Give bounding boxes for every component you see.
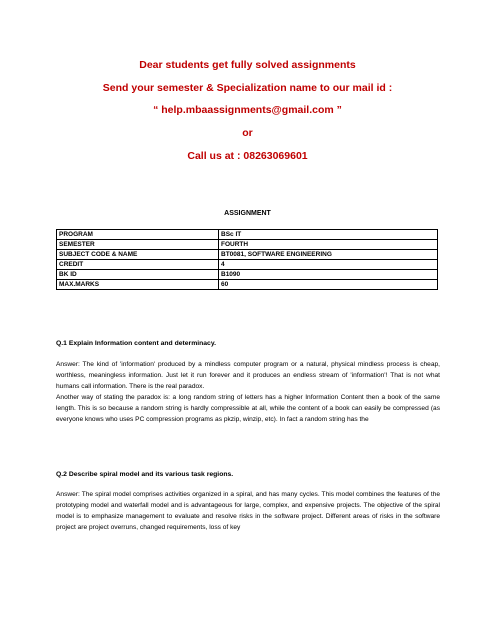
question-2: Q.2 Describe spiral model and its various task regions.: [56, 471, 234, 478]
table-value: FOURTH: [219, 240, 438, 250]
answer-1: [56, 359, 440, 425]
table-key: SEMESTER: [57, 240, 219, 250]
table-key: SUBJECT CODE & NAME: [57, 250, 219, 260]
table-row: [57, 250, 438, 260]
promo-or: or: [242, 127, 253, 139]
answer-1-paragraph-2: Another way of stating the paradox is: a long random string of letters has a higher Information Content then a book of the same length. This is so because a random string is hardly compressible at all, while the content of a book can easily be compressed (as everyone knows who uses PC compression programs as pkzip, winzip, etc). In fact a random string has the: [56, 394, 440, 423]
table-value: 4: [219, 260, 438, 270]
answer-1-paragraph-1: Answer: The kind of 'information' produced by a mindless computer program or a natural, physical mindless process is cheap, worthless, meaningless information. Just let it run forever and it produces an endless stream of 'information'! That is not what humans call information. There is the real paradox.: [56, 361, 440, 390]
promo-phone: Call us at : 08263069601: [187, 150, 308, 162]
promo-line-2: Send your semester & Specialization name to our mail id :: [102, 82, 393, 94]
table-row: [57, 240, 438, 250]
table-row: [57, 270, 438, 280]
table-key: MAX.MARKS: [57, 280, 219, 290]
answer-2-paragraph-1: Answer: The spiral model comprises activities organized in a spiral, and has many cycles. This model combines the features of the prototyping model and waterfall model and is advantageous for large, complex, and expensive projects. The objective of the spiral model is to emphasize management to evaluate and resolve risks in the software project. Different areas of risks in the software project are project overruns, changed requirements, loss of key: [56, 491, 440, 531]
promo-line-1: Dear students get fully solved assignments: [139, 59, 356, 71]
assignment-info-table: [56, 229, 438, 290]
table-row: [57, 230, 438, 240]
promo-email: “ help.mbaassignments@gmail.com ”: [153, 104, 342, 116]
table-value: BSc IT: [219, 230, 438, 240]
question-1: Q.1 Explain Information content and determinacy.: [56, 340, 217, 347]
table-key: PROGRAM: [57, 230, 219, 240]
table-value: 60: [219, 280, 438, 290]
table-key: BK ID: [57, 270, 219, 280]
answer-2: [56, 489, 440, 533]
table-value: BT0081, SOFTWARE ENGINEERING: [219, 250, 438, 260]
table-row: [57, 260, 438, 270]
assignment-title: ASSIGNMENT: [224, 210, 271, 217]
table-value: B1090: [219, 270, 438, 280]
table-row: [57, 280, 438, 290]
table-key: CREDIT: [57, 260, 219, 270]
